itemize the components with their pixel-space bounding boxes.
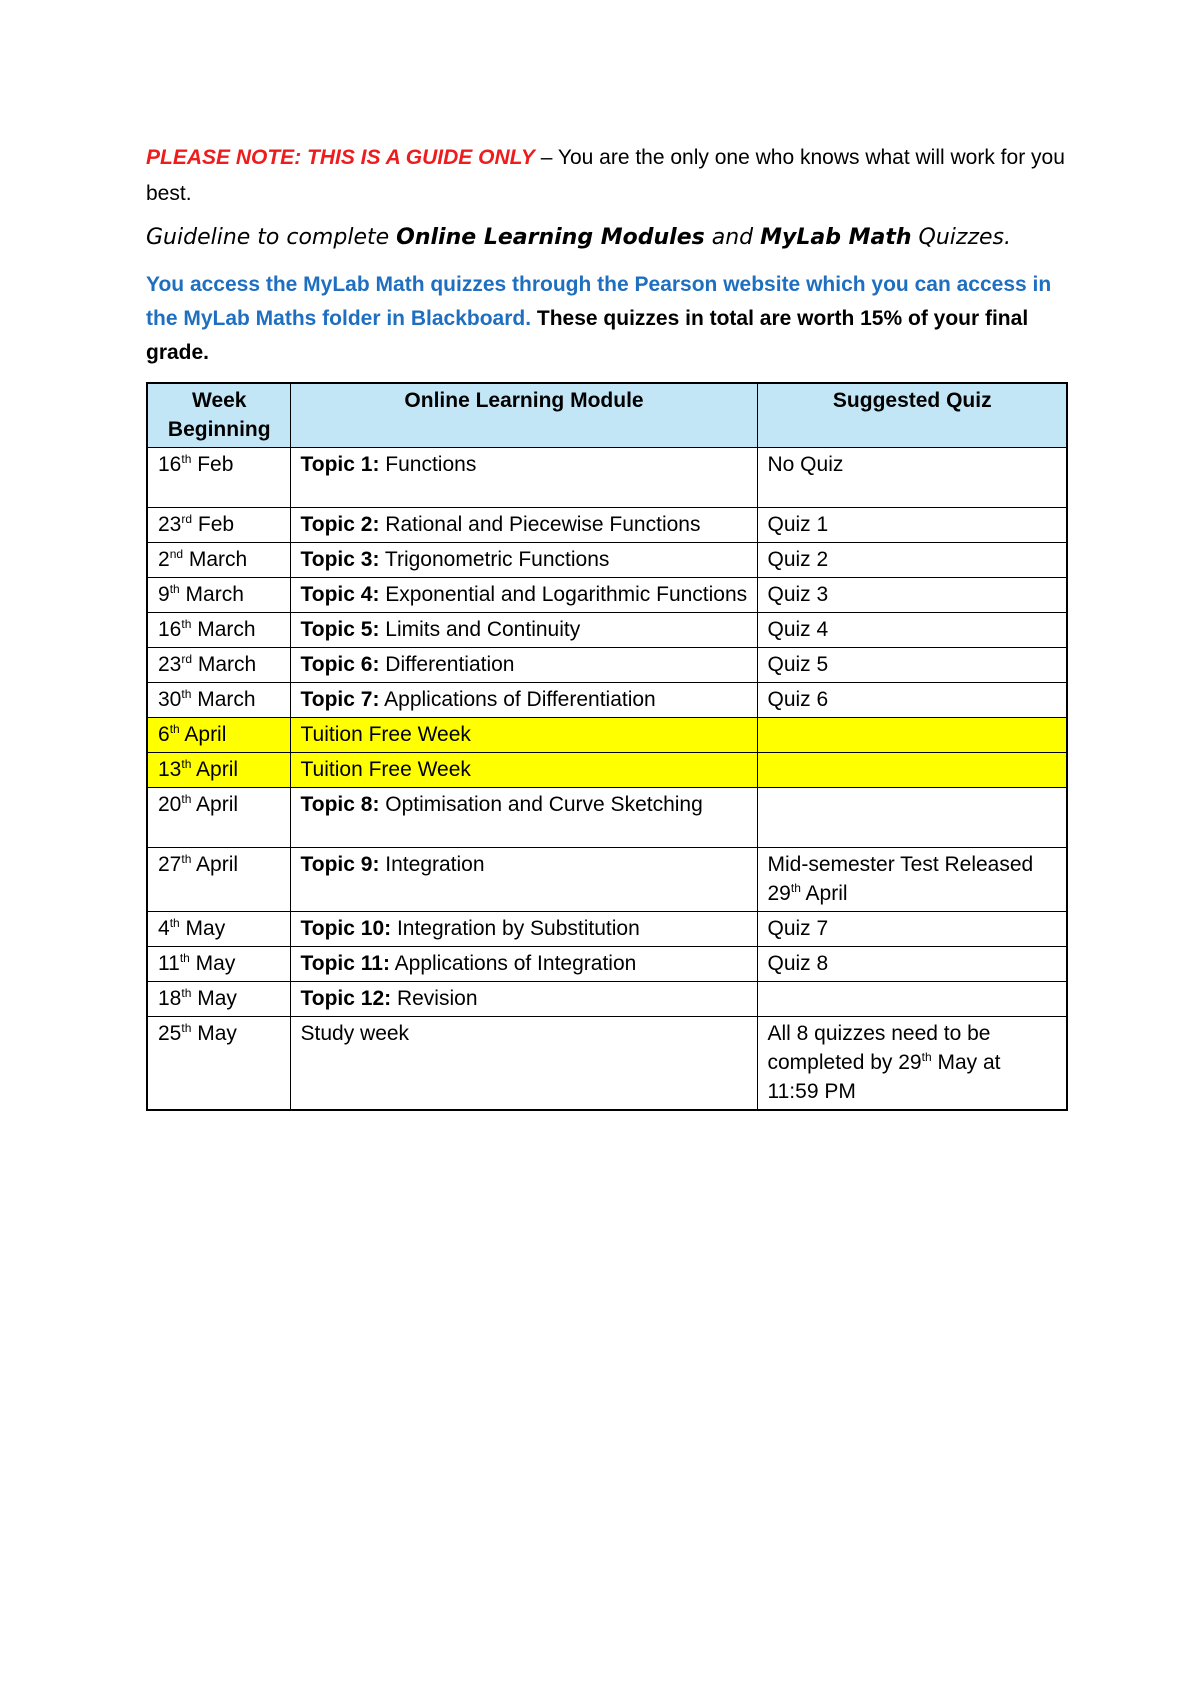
cell-module: [290, 508, 757, 543]
week-day: 23: [158, 653, 182, 676]
access-info: [146, 268, 1066, 370]
schedule-body: [147, 448, 1067, 1111]
week-day: 13: [158, 758, 182, 781]
cell-week: [147, 947, 290, 982]
module-name: Revision: [391, 987, 478, 1010]
quiz-text: Quiz 2: [767, 548, 829, 571]
week-month: May: [191, 987, 237, 1010]
cell-module: [290, 578, 757, 613]
cell-week: [147, 912, 290, 947]
cell-week: [147, 578, 290, 613]
topic-label: Topic 9:: [300, 853, 380, 876]
week-day: 16: [158, 453, 182, 476]
week-month: May: [189, 952, 236, 975]
week-day-suffix: rd: [181, 512, 193, 526]
module-name: Integration by Substitution: [391, 917, 640, 940]
week-month: May: [191, 1022, 237, 1045]
cell-week: [147, 788, 290, 848]
cell-quiz: [757, 613, 1067, 648]
cell-module: [290, 543, 757, 578]
module-name: Exponential and Logarithmic Functions: [379, 583, 748, 606]
cell-module: [290, 648, 757, 683]
cell-week: [147, 648, 290, 683]
quiz-text: No Quiz: [767, 453, 844, 476]
week-month: March: [191, 688, 256, 711]
topic-label: Topic 1:: [300, 453, 380, 476]
guide-note: [146, 140, 1066, 212]
week-day: 20: [158, 793, 182, 816]
guide-note-text: – You are the only one who knows what will work for you best.: [146, 146, 1065, 205]
header-week: Week Beginning: [147, 383, 290, 448]
week-month: May: [179, 917, 226, 940]
cell-quiz: [757, 543, 1067, 578]
week-day-suffix: th: [181, 986, 192, 1000]
table-row: [147, 448, 1067, 508]
week-day-suffix: th: [169, 916, 180, 930]
table-row: [147, 648, 1067, 683]
header-module: Online Learning Module: [290, 383, 757, 448]
week-month: Feb: [192, 513, 235, 536]
table-row: [147, 613, 1067, 648]
week-month: March: [192, 653, 257, 676]
cell-quiz: [757, 753, 1067, 788]
week-month: April: [191, 758, 239, 781]
week-day-suffix: th: [181, 452, 192, 466]
week-day-suffix: rd: [181, 652, 193, 666]
week-day-suffix: th: [181, 1021, 192, 1035]
cell-quiz: [757, 718, 1067, 753]
cell-quiz: [757, 947, 1067, 982]
module-name: Differentiation: [379, 653, 515, 676]
cell-module: [290, 683, 757, 718]
topic-label: Topic 2:: [300, 513, 380, 536]
quiz-text: Quiz 4: [767, 618, 829, 641]
week-day-suffix: th: [181, 792, 192, 806]
guideline-part-1: Guideline to complete: [146, 225, 397, 250]
cell-week: [147, 718, 290, 753]
table-row: [147, 578, 1067, 613]
cell-module: [290, 753, 757, 788]
module-name: Rational and Piecewise Functions: [379, 513, 701, 536]
guideline-heading: [146, 218, 1066, 258]
module-name: Optimisation and Curve Sketching: [379, 793, 703, 816]
topic-label: Topic 12:: [300, 987, 392, 1010]
module-name: Tuition Free Week: [300, 723, 471, 746]
table-row: [147, 683, 1067, 718]
week-day-suffix: th: [169, 582, 180, 596]
quiz-text: Mid-semester Test Released 29: [767, 853, 1034, 905]
quiz-suffix: th: [921, 1050, 932, 1064]
table-row: [147, 1017, 1067, 1111]
week-day: 18: [158, 987, 182, 1010]
guideline-part-3: Quizzes.: [911, 225, 1011, 250]
week-day: 9: [158, 583, 170, 606]
topic-label: Topic 5:: [300, 618, 380, 641]
module-name: Functions: [379, 453, 477, 476]
cell-quiz: [757, 448, 1067, 508]
cell-week: [147, 543, 290, 578]
guideline-bold-1: Online Learning Modules: [396, 225, 705, 250]
cell-module: [290, 947, 757, 982]
quiz-text: Quiz 6: [767, 688, 829, 711]
cell-module: [290, 848, 757, 912]
week-day: 25: [158, 1022, 182, 1045]
week-month: April: [179, 723, 227, 746]
cell-week: [147, 448, 290, 508]
week-month: March: [179, 583, 244, 606]
topic-label: Topic 10:: [300, 917, 392, 940]
quiz-text: Quiz 7: [767, 917, 829, 940]
header-quiz: Suggested Quiz: [757, 383, 1067, 448]
document-page: [146, 140, 1066, 1111]
table-row: [147, 508, 1067, 543]
cell-week: [147, 848, 290, 912]
cell-week: [147, 753, 290, 788]
guide-warning: PLEASE NOTE: THIS IS A GUIDE ONLY: [146, 146, 535, 169]
cell-week: [147, 613, 290, 648]
topic-label: Topic 6:: [300, 653, 380, 676]
week-day-suffix: th: [169, 722, 180, 736]
topic-label: Topic 4:: [300, 583, 380, 606]
week-month: March: [183, 548, 248, 571]
guideline-bold-2: MyLab Math: [760, 225, 912, 250]
week-day: 30: [158, 688, 182, 711]
topic-label: Topic 8:: [300, 793, 380, 816]
week-day: 23: [158, 513, 182, 536]
quiz-text: Quiz 3: [767, 583, 829, 606]
week-day: 11: [158, 952, 180, 975]
cell-module: [290, 613, 757, 648]
cell-quiz: [757, 848, 1067, 912]
cell-week: [147, 508, 290, 543]
cell-quiz: [757, 508, 1067, 543]
table-row: [147, 543, 1067, 578]
schedule-table: [146, 382, 1068, 1111]
table-row: [147, 718, 1067, 753]
cell-module: [290, 788, 757, 848]
week-month: Feb: [191, 453, 234, 476]
cell-quiz: [757, 788, 1067, 848]
cell-week: [147, 982, 290, 1017]
week-day-suffix: th: [179, 951, 190, 965]
cell-module: [290, 912, 757, 947]
module-name: Integration: [379, 853, 485, 876]
week-day: 4: [158, 917, 170, 940]
quiz-text: Quiz 1: [767, 513, 829, 536]
week-day-suffix: nd: [169, 547, 184, 561]
cell-module: [290, 448, 757, 508]
week-day: 2: [158, 548, 170, 571]
quiz-text: Quiz 5: [767, 653, 829, 676]
module-name: Limits and Continuity: [379, 618, 581, 641]
table-header-row: [147, 383, 1067, 448]
week-month: April: [191, 793, 239, 816]
topic-label: Topic 7:: [300, 688, 380, 711]
week-day: 6: [158, 723, 170, 746]
cell-quiz: [757, 982, 1067, 1017]
week-day-suffix: th: [181, 852, 192, 866]
table-row: [147, 982, 1067, 1017]
cell-week: [147, 1017, 290, 1111]
week-day-suffix: th: [181, 757, 192, 771]
cell-module: [290, 982, 757, 1017]
table-row: [147, 912, 1067, 947]
module-name: Applications of Integration: [389, 952, 637, 975]
table-row: [147, 947, 1067, 982]
quiz-tail: April: [800, 882, 848, 905]
access-info-blue: You access the MyLab Math quizzes through the Pearson website which you can access in the MyLab Maths folder in Blackboard.: [146, 273, 1052, 330]
module-name: Applications of Differentiation: [379, 688, 656, 711]
table-row: [147, 848, 1067, 912]
topic-label: Topic 3:: [300, 548, 380, 571]
module-name: Study week: [300, 1022, 410, 1045]
access-info-black: These quizzes in total are worth 15% of your final grade.: [146, 307, 1029, 364]
cell-week: [147, 683, 290, 718]
module-name: Trigonometric Functions: [379, 548, 610, 571]
quiz-text: Quiz 8: [767, 952, 829, 975]
module-name: Tuition Free Week: [300, 758, 471, 781]
cell-quiz: [757, 683, 1067, 718]
table-row: [147, 753, 1067, 788]
table-row: [147, 788, 1067, 848]
guideline-part-2: and: [704, 225, 761, 250]
cell-quiz: [757, 912, 1067, 947]
quiz-suffix: th: [790, 881, 801, 895]
week-month: April: [191, 853, 239, 876]
cell-quiz: [757, 578, 1067, 613]
cell-quiz: [757, 1017, 1067, 1111]
week-day: 27: [158, 853, 182, 876]
week-day: 16: [158, 618, 182, 641]
topic-label: Topic 11:: [300, 952, 390, 975]
cell-module: [290, 1017, 757, 1111]
quiz-text: All 8 quizzes need to be completed by 29: [767, 1022, 991, 1074]
week-month: March: [191, 618, 256, 641]
week-day-suffix: th: [181, 687, 192, 701]
cell-quiz: [757, 648, 1067, 683]
quiz-tail: May at 11:59 PM: [767, 1051, 1001, 1103]
cell-module: [290, 718, 757, 753]
week-day-suffix: th: [181, 617, 192, 631]
